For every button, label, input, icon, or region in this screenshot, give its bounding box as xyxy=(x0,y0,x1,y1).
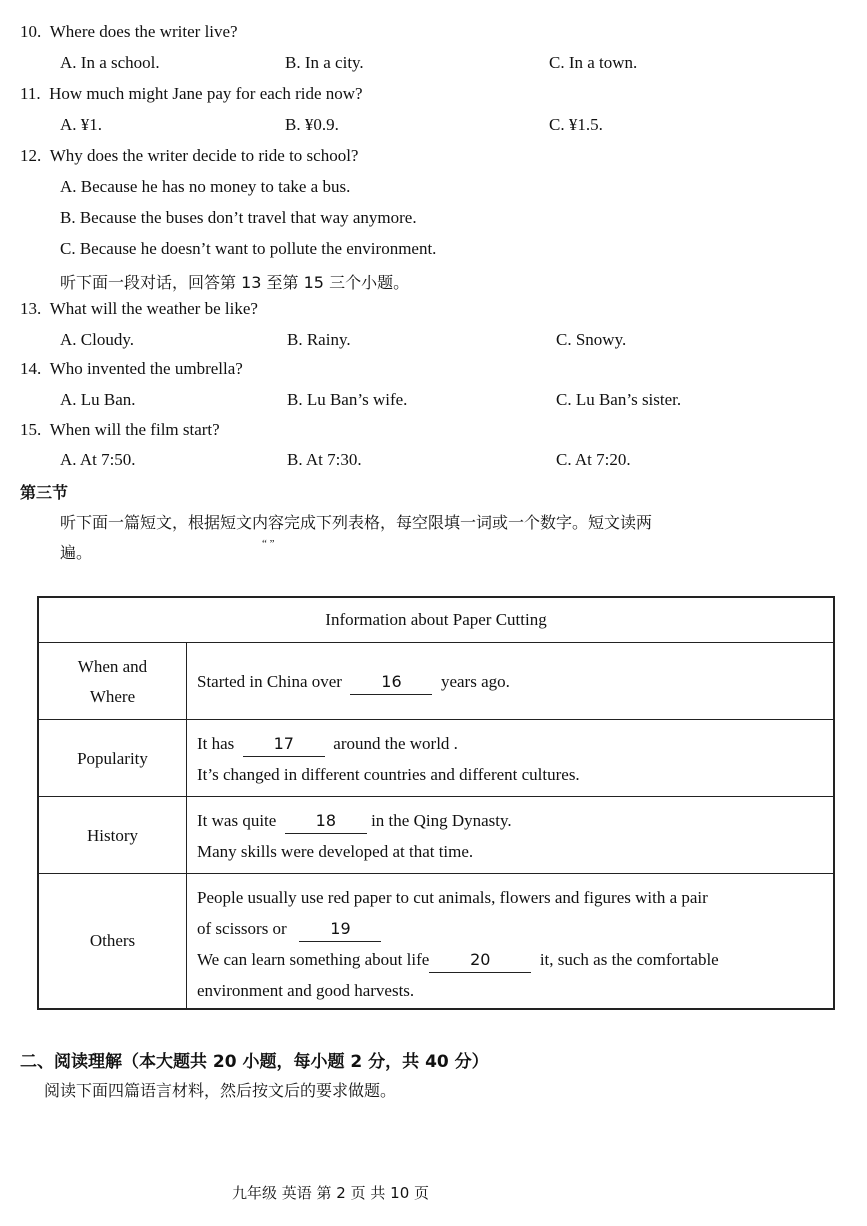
q11-stem: 11. How much might Jane pay for each ride now? xyxy=(20,84,363,103)
part-2-title: 二、阅读理解（本大题共 20 小题，每小题 2 分，共 40 分） xyxy=(20,1052,489,1072)
q13-option-a[interactable]: A. Cloudy. xyxy=(60,330,134,349)
instruction-13-15: 听下面一段对话，回答第 13 至第 15 三个小题。 xyxy=(60,273,410,292)
q12-option-a[interactable]: A. Because he has no money to take a bus. xyxy=(60,177,351,196)
q11-option-a[interactable]: A. ¥1. xyxy=(60,115,103,134)
q15-option-c[interactable]: C. At 7:20. xyxy=(556,450,631,469)
row-content: People usually use red paper to cut animals, flowers and figures with a pair of scissors or 19 We can learn something about life 20 it, such as the comfortable environment and good harvests. xyxy=(197,888,719,1000)
q12-option-b[interactable]: B. Because the buses don’t travel that way anymore. xyxy=(60,208,417,227)
q12-stem: 12. Why does the writer decide to ride to school? xyxy=(20,146,359,165)
table-row xyxy=(39,873,833,1008)
page-footer: 九年级 英语 第 2 页 共 10 页 xyxy=(232,1184,430,1202)
q14-stem: 14. Who invented the umbrella? xyxy=(20,359,243,378)
row-content: It was quite 18 in the Qing Dynasty. Many skills were developed at that time. xyxy=(197,811,512,861)
answer-blank-20[interactable]: 20 xyxy=(429,948,531,973)
section-3-title: 第三节 xyxy=(20,483,69,502)
q15-option-a[interactable]: A. At 7:50. xyxy=(60,450,136,469)
q10-option-c[interactable]: C. In a town. xyxy=(549,53,638,72)
row-label: Popularity xyxy=(39,720,187,797)
q10-option-b[interactable]: B. In a city. xyxy=(285,53,364,72)
stray-quote-marks: “ ” xyxy=(262,538,275,550)
q14-option-a[interactable]: A. Lu Ban. xyxy=(60,390,136,409)
table-row xyxy=(39,796,833,874)
section-3-instruction-line2: 遍。 xyxy=(60,543,93,562)
q14-option-c[interactable]: C. Lu Ban’s sister. xyxy=(556,390,682,409)
row-content: Started in China over 16 years ago. xyxy=(197,666,825,697)
part-2-instruction: 阅读下面四篇语言材料，然后按文后的要求做题。 xyxy=(44,1081,397,1100)
q13-option-c[interactable]: C. Snowy. xyxy=(556,330,627,349)
answer-blank-17[interactable]: 17 xyxy=(243,732,325,757)
section-3-instruction-line1: 听下面一篇短文，根据短文内容完成下列表格，每空限填一词或一个数字。短文读两 xyxy=(60,513,653,532)
q10-option-a[interactable]: A. In a school. xyxy=(60,53,160,72)
q11-option-c[interactable]: C. ¥1.5. xyxy=(549,115,603,134)
table-row xyxy=(39,642,833,720)
q13-stem: 13. What will the weather be like? xyxy=(20,299,258,318)
q11-option-b[interactable]: B. ¥0.9. xyxy=(285,115,339,134)
q12-option-c[interactable]: C. Because he doesn’t want to pollute the environment. xyxy=(60,239,437,258)
q15-option-b[interactable]: B. At 7:30. xyxy=(287,450,362,469)
q10-stem: 10. Where does the writer live? xyxy=(20,22,238,41)
table-title: Information about Paper Cutting xyxy=(325,610,547,629)
answer-blank-16[interactable]: 16 xyxy=(350,670,432,695)
row-label: Others xyxy=(39,874,187,1008)
q13-option-b[interactable]: B. Rainy. xyxy=(287,330,351,349)
q14-option-b[interactable]: B. Lu Ban’s wife. xyxy=(287,390,408,409)
row-content: It has 17 around the world . It’s changed in different countries and different cultures. xyxy=(197,734,580,784)
answer-blank-18[interactable]: 18 xyxy=(285,809,367,834)
answer-blank-19[interactable]: 19 xyxy=(299,917,381,942)
row-label: History xyxy=(39,797,187,874)
info-table xyxy=(37,596,835,1010)
table-row xyxy=(39,719,833,797)
q15-stem: 15. When will the film start? xyxy=(20,420,220,439)
row-label: When and Where xyxy=(39,643,187,720)
